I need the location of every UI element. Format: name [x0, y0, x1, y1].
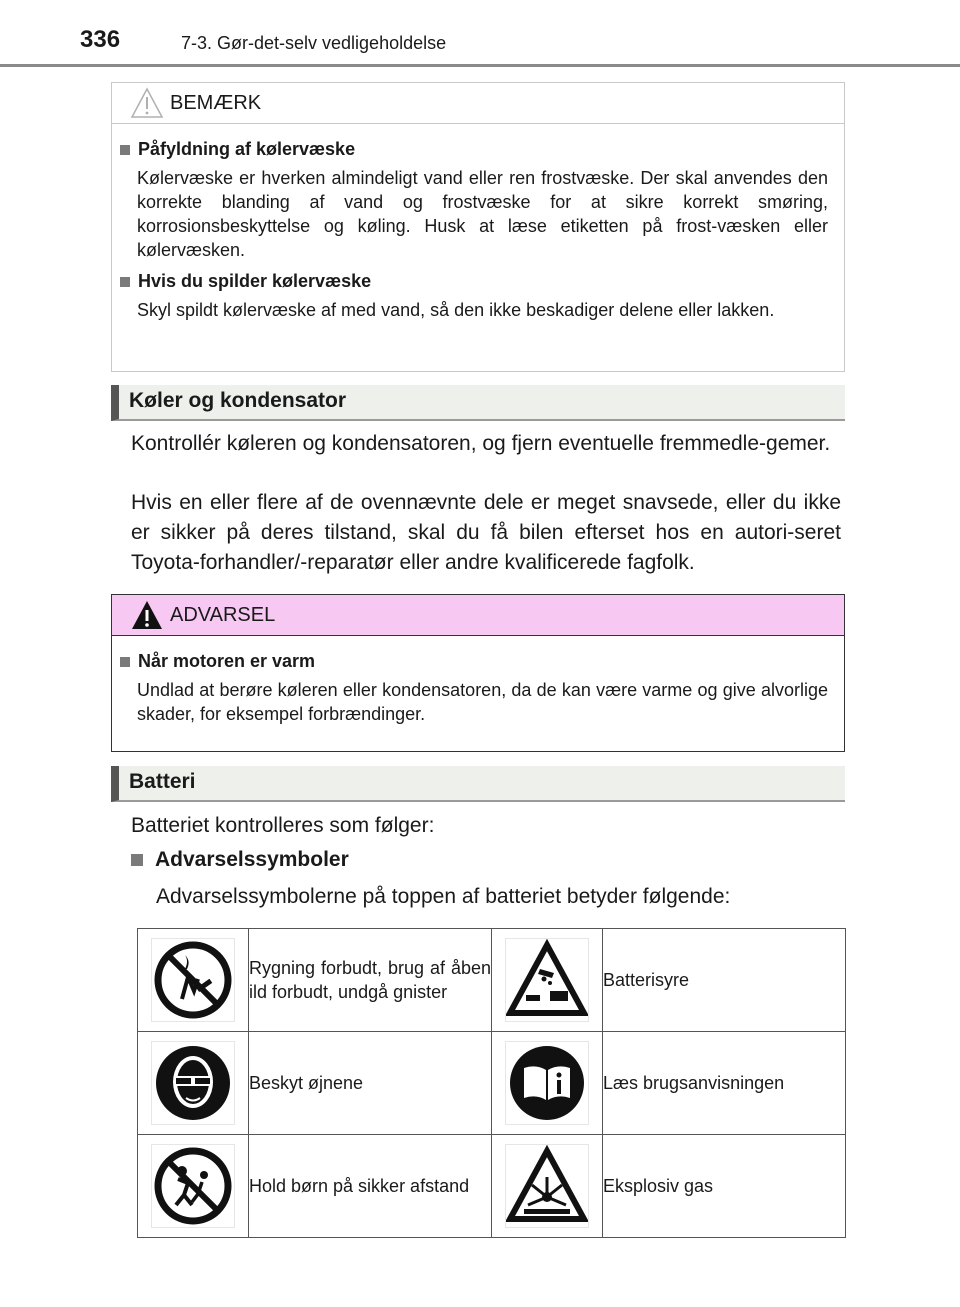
explosive-gas-icon [506, 1145, 588, 1227]
table-row [138, 1135, 846, 1238]
warning-icon [130, 599, 164, 631]
notice-item-heading: Påfyldning af kølervæske [120, 139, 828, 160]
battery-intro: Batteriet kontrolleres som følger: [131, 814, 435, 837]
caution-outline-icon [130, 87, 164, 119]
warning-symbols-table [137, 928, 846, 1238]
eye-protection-icon [152, 1042, 234, 1124]
symbol-description: Eksplosiv gas [603, 1135, 846, 1238]
symbol-description: Batterisyre [603, 929, 846, 1032]
page-number: 336 [80, 26, 121, 53]
symbol-description: Beskyt øjnene [249, 1032, 492, 1135]
warning-box [111, 594, 845, 752]
no-smoking-icon [152, 939, 234, 1021]
notice-box-title: BEMÆRK [170, 92, 262, 114]
notice-box-header [112, 83, 844, 124]
warning-item-heading: Når motoren er varm [120, 651, 828, 672]
table-row [138, 929, 846, 1032]
running-title: 7-3. Gør-det-selv vedligeholdelse [181, 33, 447, 53]
radiator-paragraph-2: Hvis en eller flere af de ovennævnte dele er meget snavsede, eller du ikke er sikker på deres tilstand, skal du få bilen efterset hos en autori-seret Toyota-forhandler/-reparatør eller andre kvalificerede fagfolk. [131, 491, 841, 574]
notice-box [111, 82, 845, 372]
symbol-description: Læs brugsanvisningen [603, 1032, 846, 1135]
battery-subheading: Advarselssymboler [131, 848, 349, 872]
notice-item-heading: Hvis du spilder kølervæske [120, 271, 828, 292]
warning-box-title: ADVARSEL [170, 604, 276, 626]
radiator-paragraph-1: Kontrollér køleren og kondensatoren, og fjern eventuelle fremmedle-gemer. [131, 432, 831, 455]
notice-item-text: Skyl spildt kølervæske af med vand, så den ikke beskadiger delene eller lakken. [137, 300, 775, 320]
keep-children-away-icon [152, 1145, 234, 1227]
battery-subtext: Advarselssymbolerne på toppen af batteriet betyder følgende: [156, 885, 731, 908]
notice-item-text: Kølervæske er hverken almindeligt vand eller ren frostvæske. Der skal anvendes den korrekte blanding af vand og frostvæske for at sikre korrekt smøring, korrosionsbeskyttelse og køling. Husk at læse etiketten på frost-væsken eller kølervæsken. [137, 168, 828, 260]
battery-acid-icon [506, 939, 588, 1021]
table-row [138, 1032, 846, 1135]
section-heading-battery: Batteri [111, 766, 845, 802]
warning-item-text: Undlad at berøre køleren eller kondensatoren, da de kan være varme og give alvorlige skader, for eksempel forbrændinger. [137, 680, 828, 724]
header-rule [0, 64, 960, 67]
section-heading-radiator: Køler og kondensator [111, 385, 845, 421]
symbol-description: Hold børn på sikker afstand [249, 1135, 492, 1238]
warning-box-header [112, 595, 844, 636]
read-manual-icon [506, 1042, 588, 1124]
symbol-description: Rygning forbudt, brug af åben ild forbudt, undgå gnister [249, 929, 492, 1032]
